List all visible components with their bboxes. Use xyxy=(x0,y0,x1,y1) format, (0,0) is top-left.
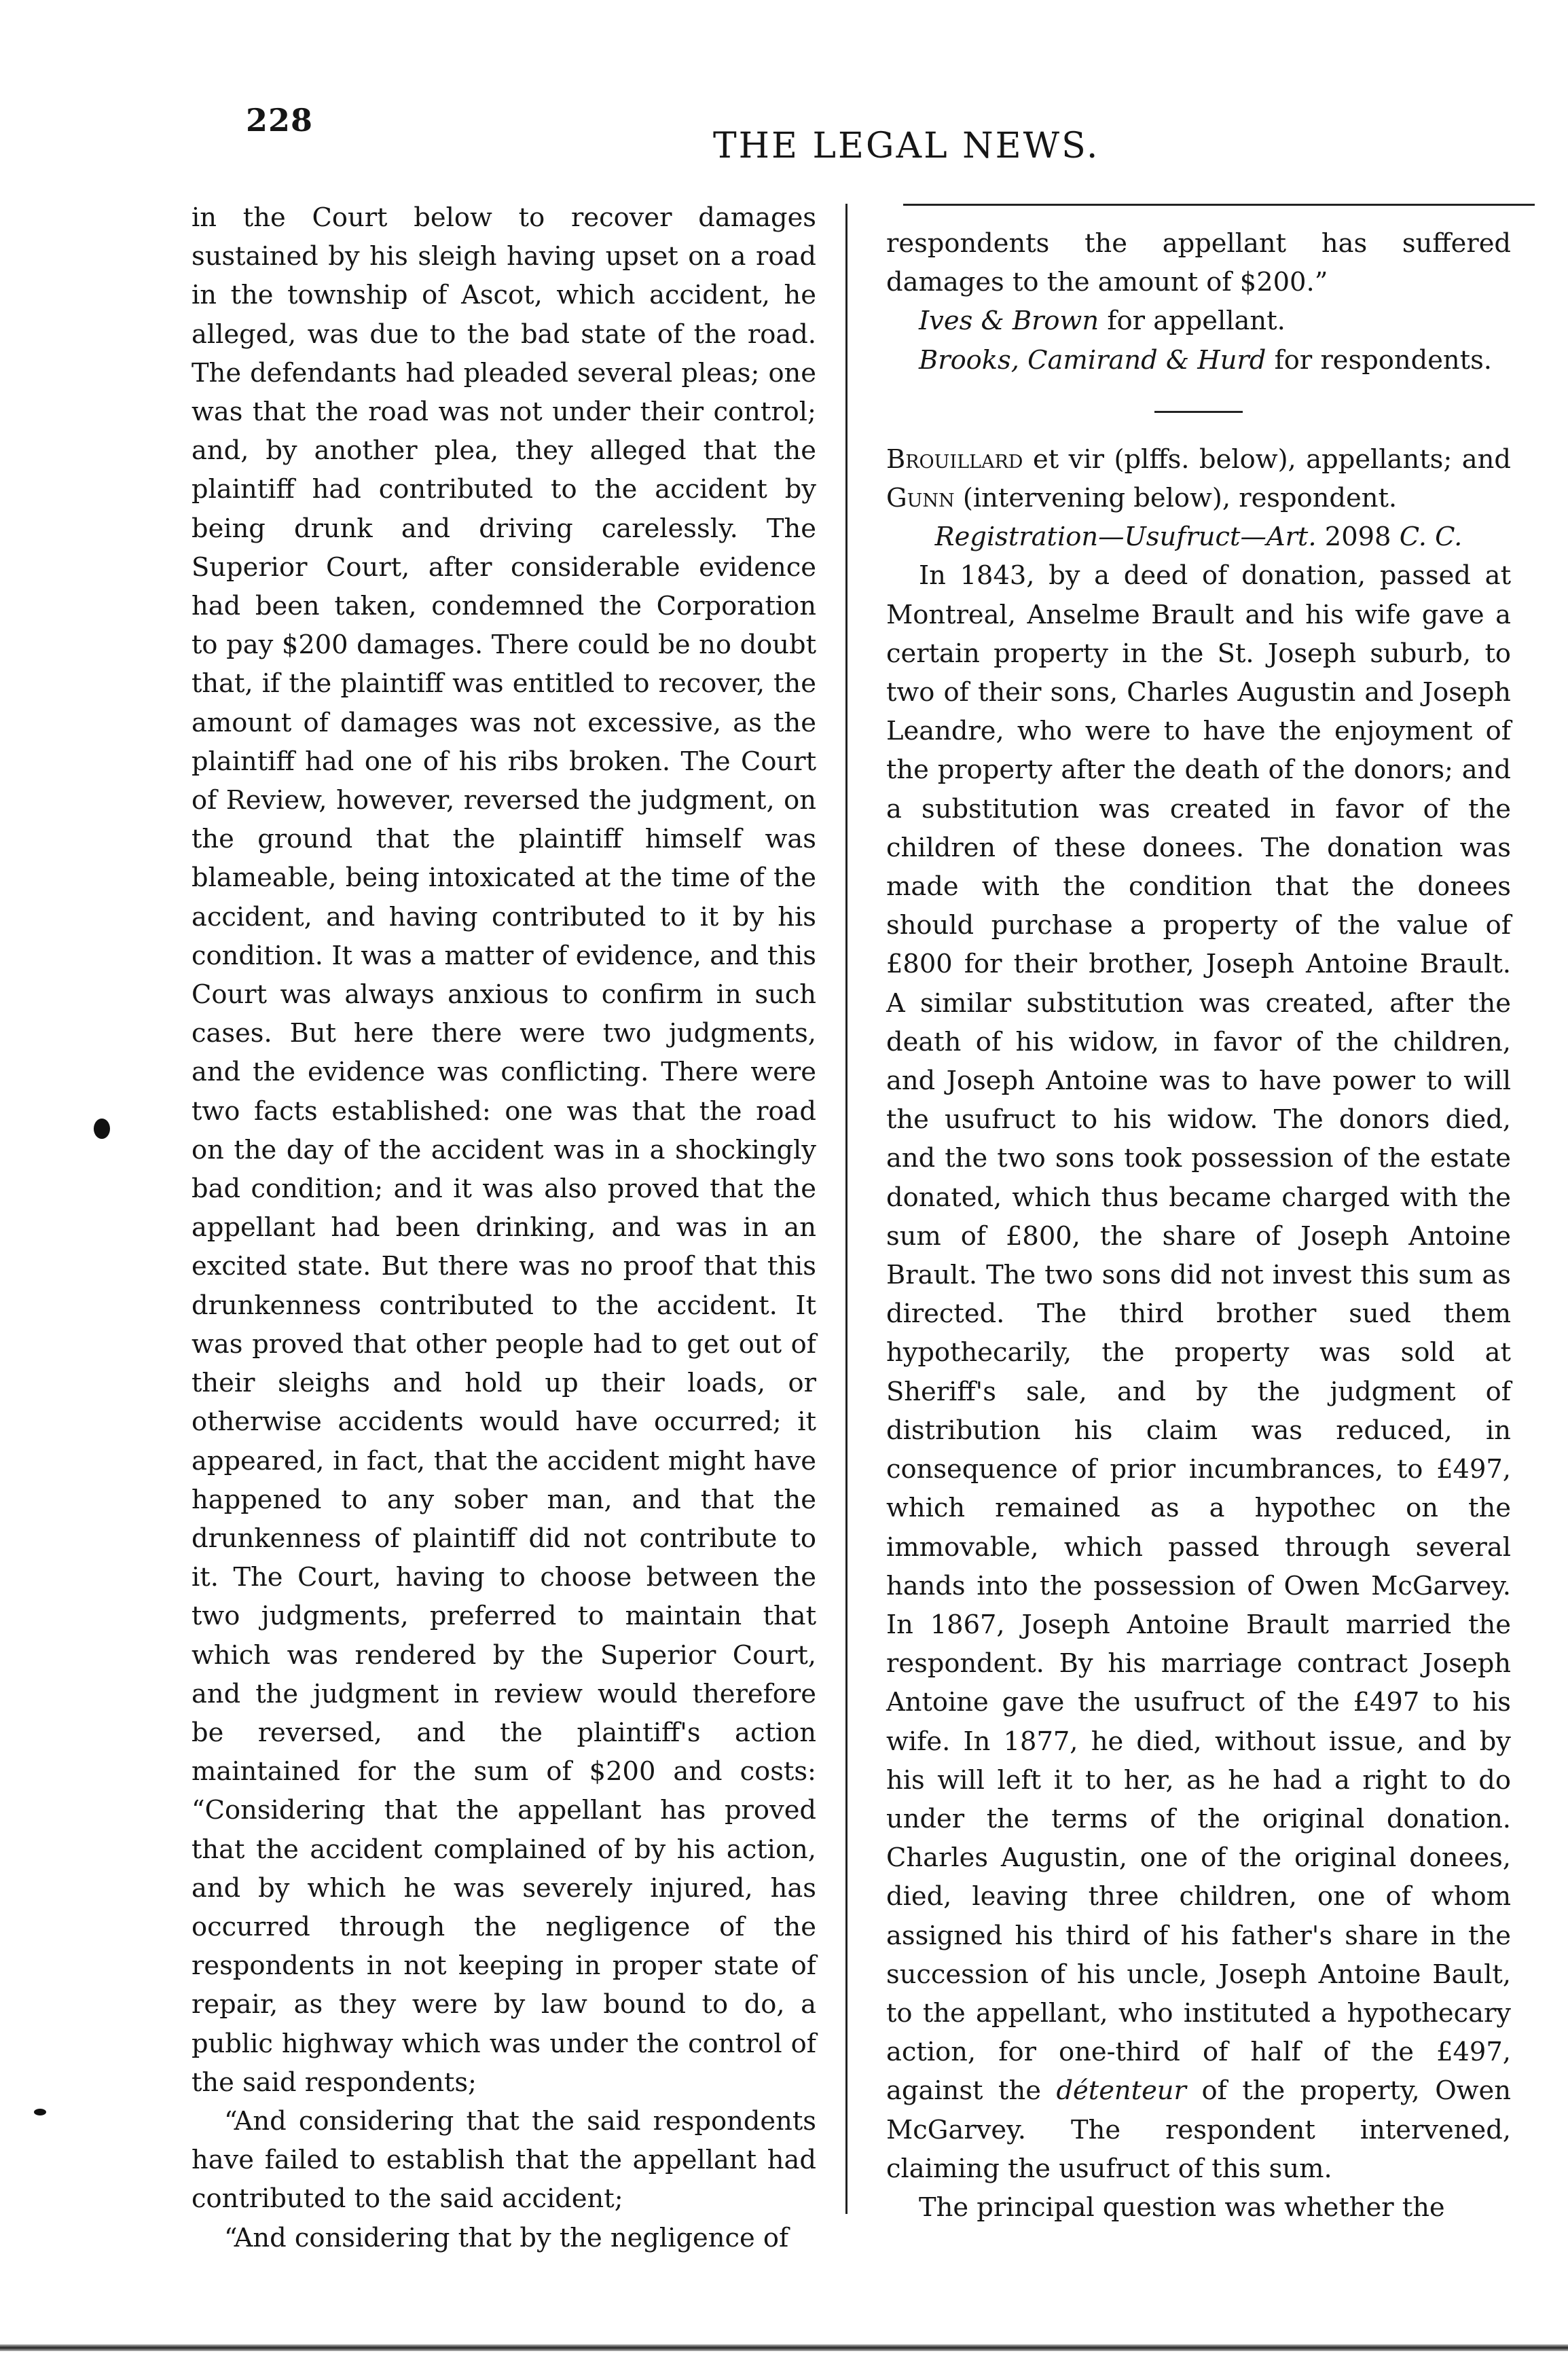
running-head: THE LEGAL NEWS. xyxy=(713,126,1100,166)
column-divider xyxy=(845,204,847,2214)
header-rule xyxy=(903,204,1535,206)
case-title-end: (intervening below), respondent. xyxy=(962,483,1398,514)
counsel-appellant xyxy=(886,302,1511,340)
case-respondent-name: Gunn xyxy=(886,483,955,514)
counsel-appellant-names: Ives & Brown xyxy=(919,306,1099,337)
left-paragraph: “And considering that the said respondents have failed to establish that the appellant had contributed to the said accident; xyxy=(192,2105,816,2215)
section-divider xyxy=(1154,411,1243,413)
headnote-italic: Registration—Usufruct—Art. xyxy=(934,522,1317,553)
scan-edge-line xyxy=(0,2344,1568,2351)
headnote-article: 2098 xyxy=(1324,522,1391,553)
scan-mark xyxy=(34,2109,46,2115)
page-number: 228 xyxy=(246,102,314,139)
counsel-respondents-names: Brooks, Camirand & Hurd xyxy=(919,344,1266,376)
counsel-respondents xyxy=(886,341,1511,380)
case-title xyxy=(886,440,1511,517)
left-paragraph: “And considering that by the negligence of xyxy=(224,2222,789,2253)
right-column xyxy=(886,224,1511,2227)
continuation-paragraph: respondents the appellant has suffered damages to the amount of $200.” xyxy=(886,228,1511,298)
left-paragraph: in the Court below to recover damages sustained by his sleigh having upset on a road in the township of Ascot, which accident, he alleged, was due to the bad state of the road. The defendants had pleaded several pleas; one was that the road was not under their control; and, by another plea, they alleged that the plaintiff had contributed to the accident by being drunk and driving carelessly. The Superior Court, after considerable evidence had been taken, condemned the Corporation to pay $200 damages. There could be no doubt that, if the plaintiff was entitled to recover, the amount of damages was not excessive, as the plaintiff had one of his ribs broken. The Court of Review, however, reversed the judgment, on the ground that the plaintiff himself was blameable, being intoxicated at the time of the accident, and having contributed to it by his condition. It was a matter of evidence, and this Court was always anxious to confirm in such cases. But here there were two judgments, and the evidence was conflicting. There were two facts established: one was that the road on the day of the accident was in a shockingly bad condition; and it was also proved that the appellant had been drinking, and was in an excited state. But there was no proof that this drunkenness contributed to the accident. It was proved that other people had to get out of their sleighs and hold up their loads, or otherwise accidents would have occurred; it appeared, in fact, that the accident might have happened to any sober man, and that the drunkenness of plaintiff did not contribute to it. The Court, having to choose between the two judgments, preferred to maintain that which was rendered by the Superior Court, and the judgment in review would therefore be reversed, and the plaintiff's action maintained for the sum of $200 and costs: “Considering that the appellant has proved that the accident complained of by his action, and by which he was severely injured, has occurred through the negligence of the respondents in not keeping in proper state of repair, as they were by law bound to do, a public highway which was under the control of the said respondents; xyxy=(192,202,816,2098)
paragraph-1-end: of the property, Owen McGarvey. The respondent intervened, claiming the usufruct of this sum. xyxy=(886,2075,1511,2184)
counsel-respondents-role: for respondents. xyxy=(1274,344,1492,376)
case-appellant-name: Brouillard xyxy=(886,443,1023,475)
case-title-rest: et vir (plffs. below), appellants; and xyxy=(1032,443,1511,475)
paragraph-1-start: In 1843, by a deed of donation, passed at Montreal, Anselme Brault and his wife gave a certain property in the St. Joseph suburb, to two of their sons, Charles Augustin and Joseph Leandre, who were to have the enjoyment of the property after the death of the donors; and a substitution was created in favor of the children of these donees. The donation was made with the condition that the donees should purchase a property of the value of £800 for their brother, Joseph Antoine Brault. A similar substitution was created, after the death of his widow, in favor of the children, and Joseph Antoine was to have power to will the usufruct to his widow. The donors died, and the two sons took possession of the estate donated, which thus became charged with the sum of £800, the share of Joseph Antoine Brault. The two sons did not invest this sum as directed. The third brother sued them hypothecarily, the property was sold at Sheriff's sale, and by the judgment of distribution his claim was reduced, in consequence of prior incumbrances, to £497, which remained as a hypothec on the immovable, which passed through several hands into the possession of Owen McGarvey. In 1867, Joseph Antoine Brault married the respondent. By his marriage contract Joseph Antoine gave the usufruct of the £497 to his wife. In 1877, he died, without issue, and by his will left it to her, as he had a right to do under the terms of the original donation. Charles Augustin, one of the original donees, died, leaving three children, one of whom assigned his third of his father's share in the succession of his uncle, Joseph Antoine Bault, to the appellant, who instituted a hypothecary action, for one-third of half of the £497, against the xyxy=(886,560,1511,2107)
headnote-code: C. C. xyxy=(1399,522,1463,553)
case-paragraph: The principal question was whether the xyxy=(919,2192,1445,2223)
counsel-appellant-role: for appellant. xyxy=(1107,306,1286,337)
headnote xyxy=(886,517,1511,556)
case-paragraph xyxy=(886,556,1511,2188)
paragraph-1-italic: détenteur xyxy=(1056,2075,1186,2107)
left-column xyxy=(192,198,816,2257)
scan-blot xyxy=(94,1119,110,1139)
